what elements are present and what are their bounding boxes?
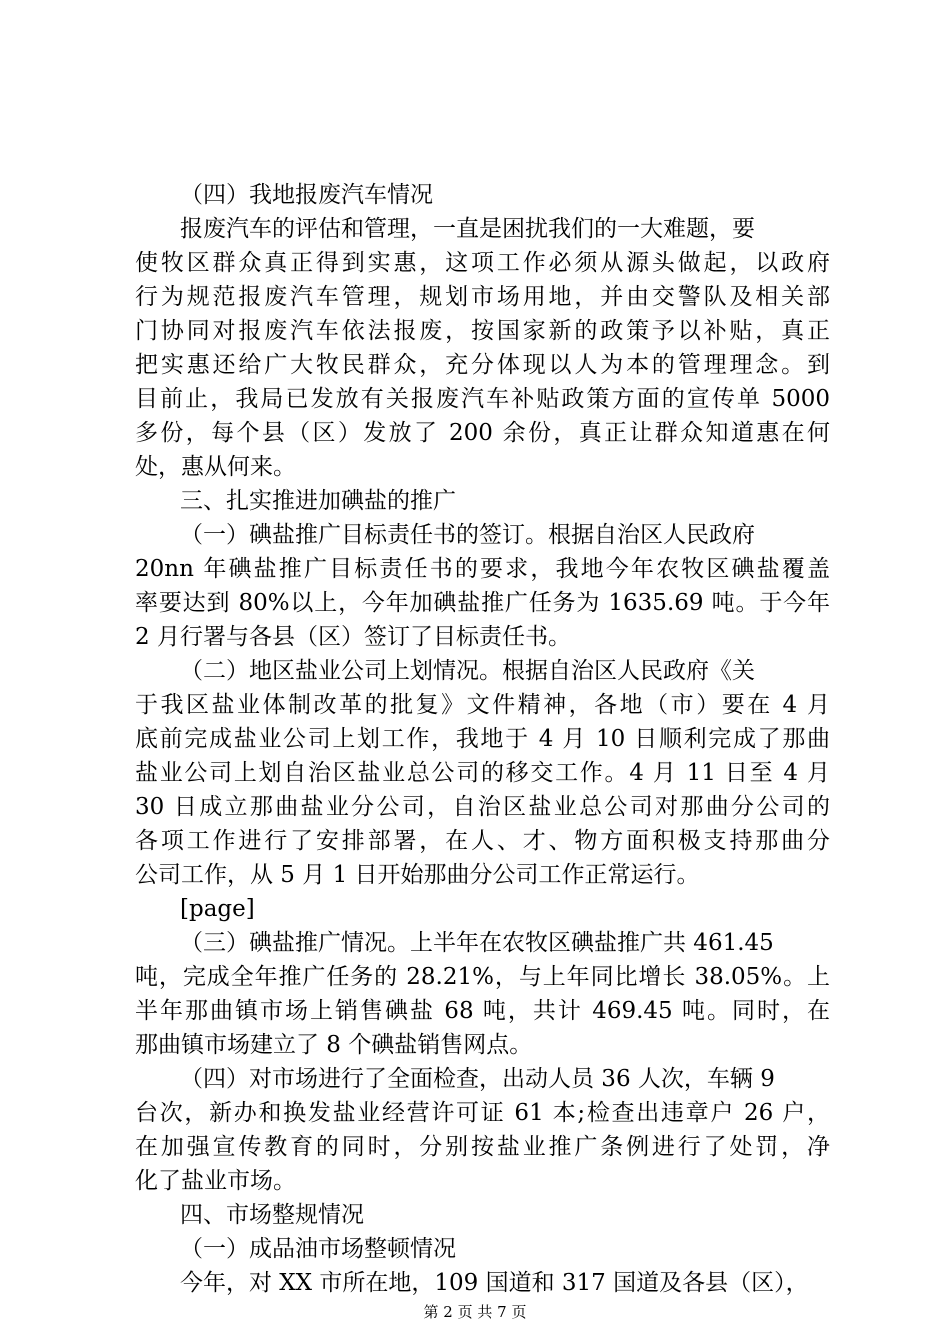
paragraph-line: 那曲镇市场建立了 8 个碘盐销售网点。 bbox=[135, 1032, 533, 1058]
paragraph-line: 公司工作，从 5 月 1 日开始那曲分公司工作正常运行。 bbox=[135, 862, 700, 888]
paragraph-line: 报废汽车的评估和管理，一直是困扰我们的一大难题，要 bbox=[180, 216, 755, 242]
paragraph-line: 半年那曲镇市场上销售碘盐 68 吨，共计 469.45 吨。同时，在 bbox=[135, 998, 830, 1024]
paragraph-line: 于我区盐业体制改革的批复》文件精神，各地（市）要在 4 月 bbox=[135, 692, 830, 718]
paragraph-line: 门协同对报废汽车依法报废，按国家新的政策予以补贴，真正 bbox=[135, 318, 830, 344]
paragraph-line: （三）碘盐推广情况。上半年在农牧区碘盐推广共 461.45 bbox=[180, 930, 774, 956]
paragraph-line: 行为规范报废汽车管理，规划市场用地，并由交警队及相关部 bbox=[135, 284, 830, 310]
paragraph-line: 使牧区群众真正得到实惠，这项工作必须从源头做起，以政府 bbox=[135, 250, 830, 276]
paragraph-line: 20nn 年碘盐推广目标责任书的要求，我地今年农牧区碘盐覆盖 bbox=[135, 556, 830, 582]
paragraph-line: （二）地区盐业公司上划情况。根据自治区人民政府《关 bbox=[180, 658, 755, 684]
section-heading: 四、市场整规情况 bbox=[180, 1202, 364, 1228]
paragraph-line: 多份，每个县（区）发放了 200 余份，真正让群众知道惠在何 bbox=[135, 420, 830, 446]
paragraph-line: 目前止，我局已发放有关报废汽车补贴政策方面的宣传单 5000 bbox=[135, 386, 830, 412]
paragraph-line: 在加强宣传教育的同时，分别按盐业推广条例进行了处罚，净 bbox=[135, 1134, 830, 1160]
paragraph-line: 底前完成盐业公司上划工作，我地于 4 月 10 日顺利完成了那曲 bbox=[135, 726, 830, 752]
section-heading: （四）我地报废汽车情况 bbox=[180, 182, 433, 208]
paragraph-line: 今年，对 XX 市所在地，109 国道和 317 国道及各县（区）， bbox=[180, 1270, 809, 1296]
paragraph-line: 化了盐业市场。 bbox=[135, 1168, 296, 1194]
section-heading: 三、扎实推进加碘盐的推广 bbox=[180, 488, 456, 514]
paragraph-line: 盐业公司上划自治区盐业总公司的移交工作。4 月 11 日至 4 月 bbox=[135, 760, 830, 786]
paragraph-line: 30 日成立那曲盐业分公司，自治区盐业总公司对那曲分公司的 bbox=[135, 794, 830, 820]
page-marker: [page] bbox=[180, 896, 255, 922]
paragraph-line: （四）对市场进行了全面检查，出动人员 36 人次，车辆 9 bbox=[180, 1066, 775, 1092]
paragraph-line: 率要达到 80%以上，今年加碘盐推广任务为 1635.69 吨。于今年 bbox=[135, 590, 830, 616]
paragraph-line: 各项工作进行了安排部署，在人、才、物方面积极支持那曲分 bbox=[135, 828, 830, 854]
subsection-heading: （一）成品油市场整顿情况 bbox=[180, 1236, 456, 1262]
page-footer: 第 2 页 共 7 页 bbox=[423, 1303, 527, 1321]
paragraph-line: 台次，新办和换发盐业经营许可证 61 本;检查出违章户 26 户， bbox=[135, 1100, 830, 1126]
paragraph-line: 吨，完成全年推广任务的 28.21%，与上年同比增长 38.05%。上 bbox=[135, 964, 830, 990]
paragraph-line: 处，惠从何来。 bbox=[135, 454, 296, 480]
paragraph-line: 2 月行署与各县（区）签订了目标责任书。 bbox=[135, 624, 571, 650]
paragraph-line: （一）碘盐推广目标责任书的签订。根据自治区人民政府 bbox=[180, 522, 755, 548]
paragraph-line: 把实惠还给广大牧民群众，充分体现以人为本的管理理念。到 bbox=[135, 352, 830, 378]
